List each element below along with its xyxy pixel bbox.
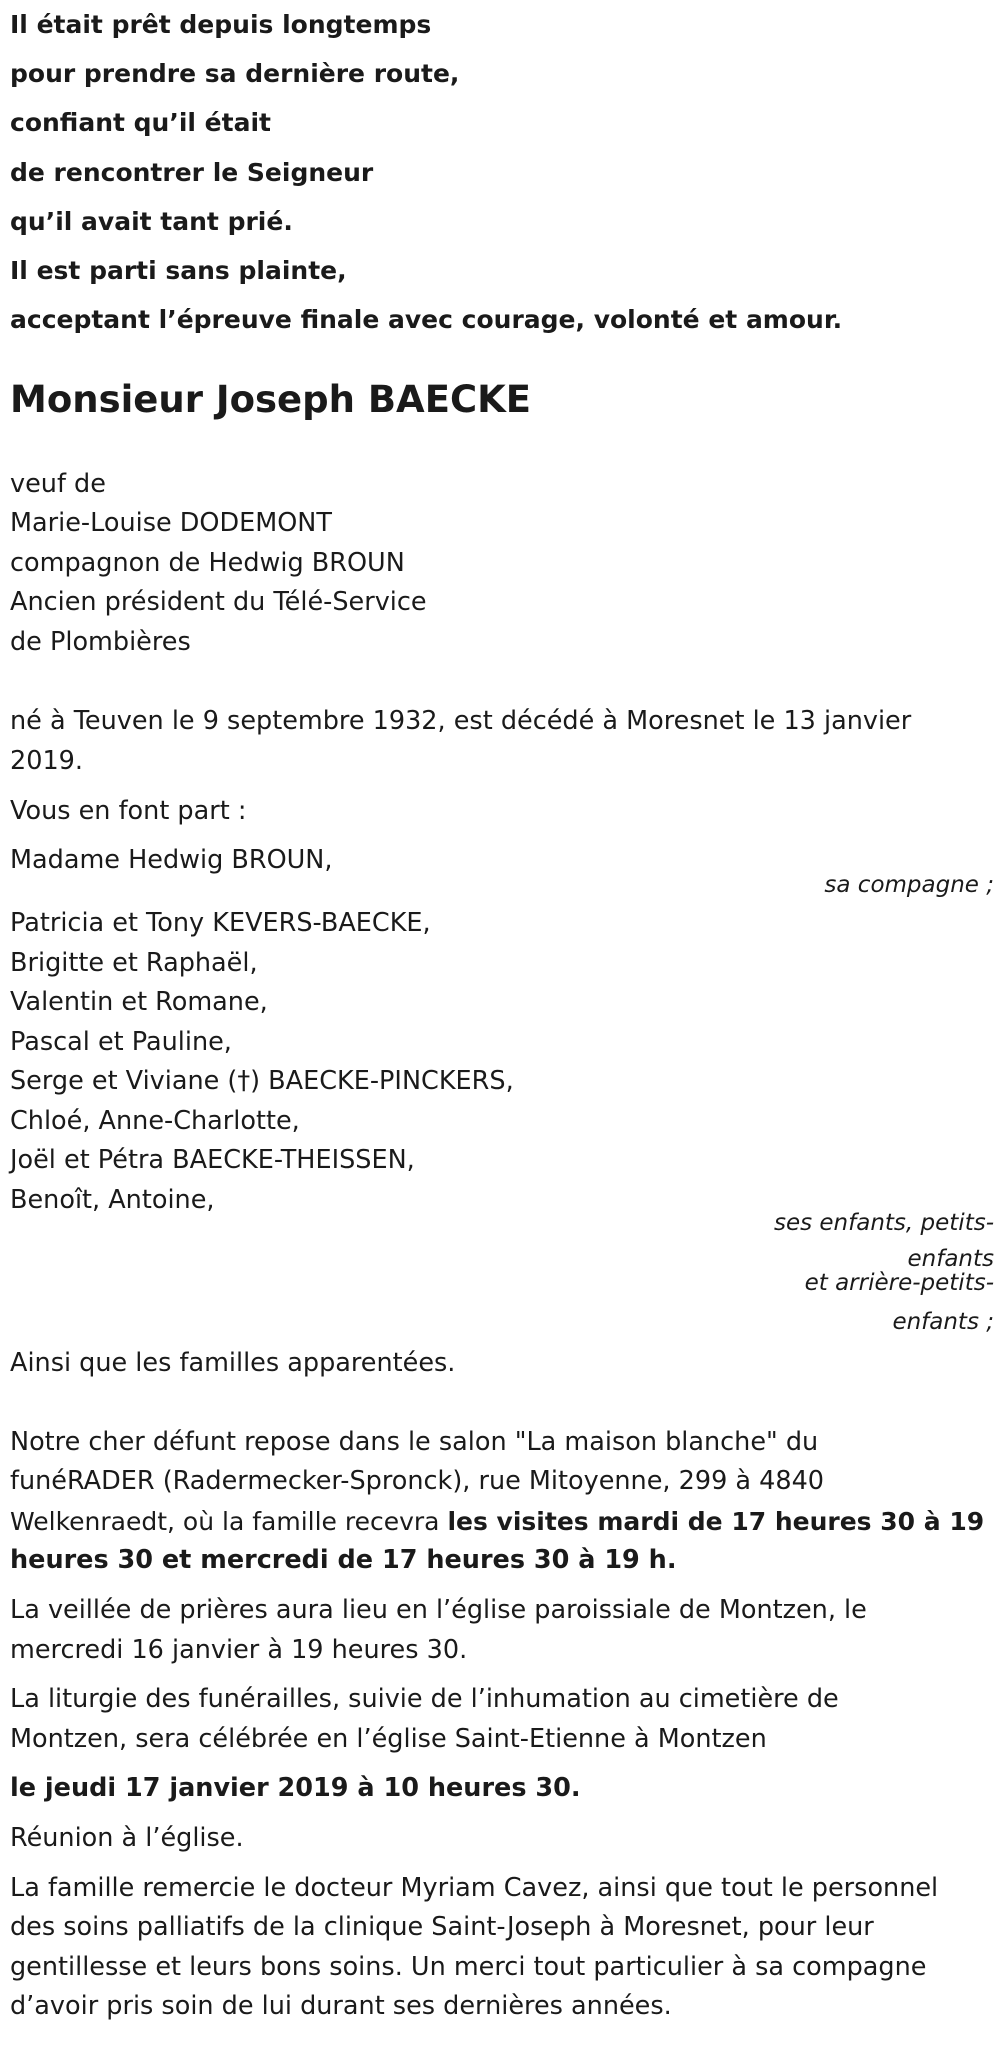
thanks-line: gentillesse et leurs bons soins. Un merci tout particulier à sa compagne <box>10 1952 927 1982</box>
detail-line: veuf de <box>10 469 106 499</box>
poem-line: de rencontrer le Seigneur <box>10 158 374 187</box>
visitation-line: funéRADER (Radermecker-Spronck), rue Mitoyenne, 299 à 4840 <box>10 1466 825 1496</box>
announce-text: Vous en font part : <box>10 796 247 826</box>
poem-line: acceptant l’épreuve finale avec courage, volonté et amour. <box>10 305 843 334</box>
relation-line: enfants <box>907 1246 994 1272</box>
family-member: Serge et Viviane (†) BAECKE-PINCKERS, <box>10 1066 514 1096</box>
detail-line: compagnon de Hedwig BROUN <box>10 548 405 578</box>
deceased-name: Monsieur Joseph BAECKE <box>10 378 532 421</box>
birth-death-line: né à Teuven le 9 septembre 1932, est décédé à Moresnet le 13 janvier <box>10 706 912 736</box>
family-member: Valentin et Romane, <box>10 987 268 1017</box>
visitation-line <box>10 1509 984 1534</box>
thanks-line: La famille remercie le docteur Myriam Cavez, ainsi que tout le personnel <box>10 1873 939 1903</box>
funeral-line: Montzen, sera célébrée en l’église Saint-Etienne à Montzen <box>10 1724 767 1754</box>
thanks-line: d’avoir pris soin de lui durant ses dernières années. <box>10 1991 672 2021</box>
partner-relation: sa compagne ; <box>824 872 994 898</box>
visitation-text: Welkenraedt, où la famille recevra <box>10 1507 448 1536</box>
detail-line: Ancien président du Télé-Service <box>10 587 427 617</box>
detail-line: de Plombières <box>10 627 191 657</box>
related-families: Ainsi que les familles apparentées. <box>10 1348 456 1378</box>
poem-line: confiant qu’il était <box>10 108 271 137</box>
family-member: Brigitte et Raphaël, <box>10 948 258 978</box>
poem-line: Il est parti sans plainte, <box>10 256 347 285</box>
visitation-hours-line: heures 30 et mercredi de 17 heures 30 à 19 h. <box>10 1545 677 1575</box>
visitation-line: Notre cher défunt repose dans le salon "La maison blanche" du <box>10 1427 819 1457</box>
relation-line: ses enfants, petits- <box>773 1210 994 1236</box>
family-member: Patricia et Tony KEVERS-BAECKE, <box>10 908 431 938</box>
funeral-line: La liturgie des funérailles, suivie de l’inhumation au cimetière de <box>10 1684 839 1714</box>
relation-line: enfants ; <box>892 1309 994 1335</box>
family-member: Pascal et Pauline, <box>10 1027 232 1057</box>
vigil-line: mercredi 16 janvier à 19 heures 30. <box>10 1635 468 1665</box>
partner-name: Madame Hedwig BROUN, <box>10 845 333 875</box>
vigil-line: La veillée de prières aura lieu en l’église paroissiale de Montzen, le <box>10 1595 867 1625</box>
poem-line: qu’il avait tant prié. <box>10 207 293 236</box>
family-member: Joël et Pétra BAECKE-THEISSEN, <box>10 1145 415 1175</box>
relation-line: et arrière-petits- <box>804 1270 994 1296</box>
poem-line: Il était prêt depuis longtemps <box>10 10 432 39</box>
detail-line: Marie-Louise DODEMONT <box>10 508 332 538</box>
family-member: Benoît, Antoine, <box>10 1185 215 1215</box>
thanks-line: des soins palliatifs de la clinique Saint-Joseph à Moresnet, pour leur <box>10 1912 874 1942</box>
family-member: Chloé, Anne-Charlotte, <box>10 1106 300 1136</box>
reunion-text: Réunion à l’église. <box>10 1823 244 1853</box>
visitation-hours: les visites mardi de 17 heures 30 à 19 <box>447 1507 985 1536</box>
funeral-date: le jeudi 17 janvier 2019 à 10 heures 30. <box>10 1773 581 1803</box>
birth-death-line: 2019. <box>10 746 84 776</box>
poem-line: pour prendre sa dernière route, <box>10 59 460 88</box>
